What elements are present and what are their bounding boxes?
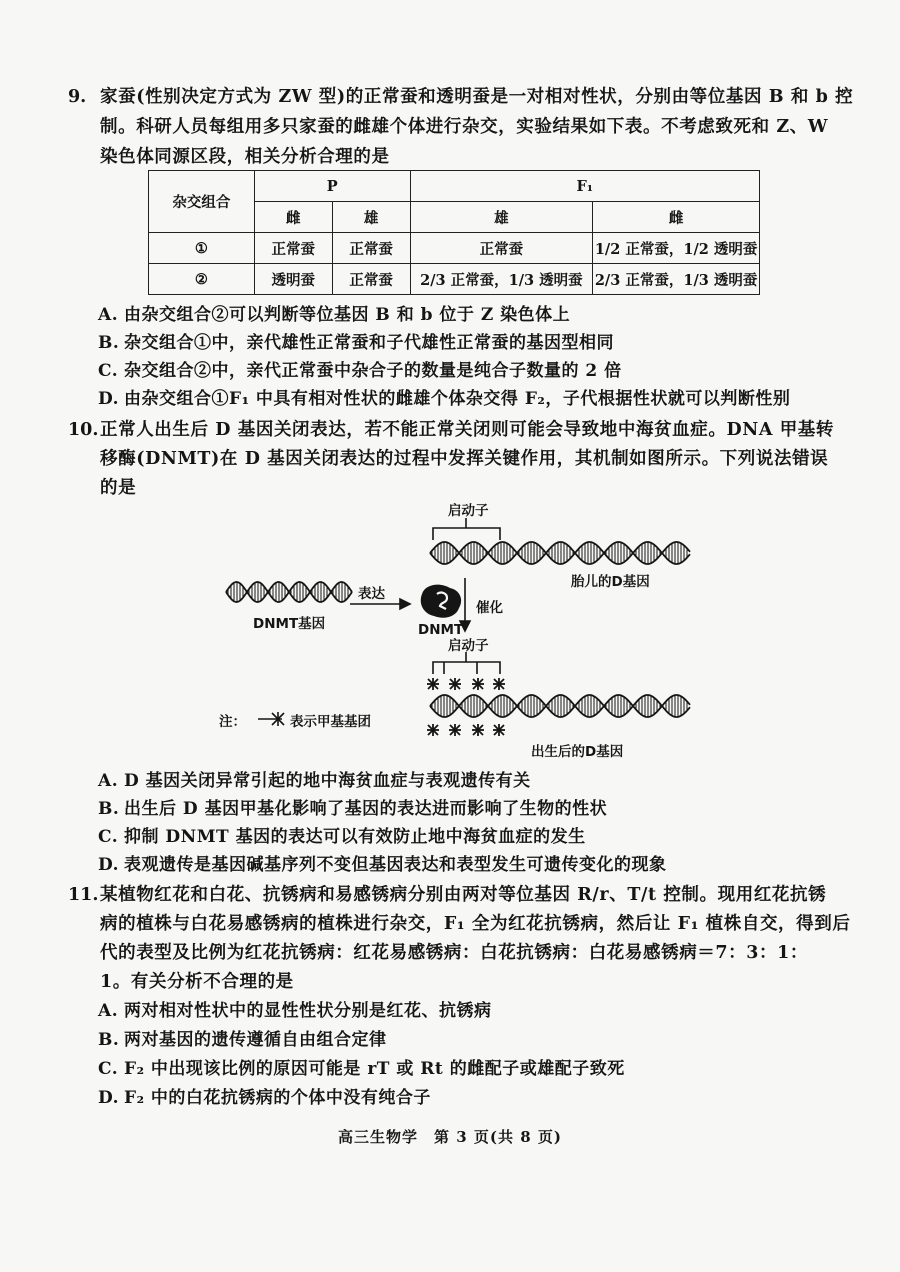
promoter-label-bottom: 启动子 — [448, 638, 489, 654]
option-letter: B. — [98, 1030, 120, 1050]
option-letter: D. — [98, 1088, 120, 1108]
dnmt-gene-helix — [226, 582, 352, 602]
option-text: 两对相对性状中的显性性状分别是红花、抗锈病 — [124, 1001, 492, 1021]
question-9-stem-line-1: 家蚕(性别决定方式为 ZW 型)的正常蚕和透明蚕是一对相对性状，分别由等位基因 B 和 b 控 — [100, 87, 854, 107]
dnmt-label: DNMT — [418, 622, 464, 638]
table-head-p: P — [254, 171, 410, 202]
q10-option-a[interactable] — [98, 770, 531, 792]
table-cell: 正常蚕 — [332, 233, 410, 264]
table-cell: ② — [149, 264, 255, 295]
fetal-d-gene-helix — [430, 542, 690, 564]
table-sub-p-male: 雄 — [332, 202, 410, 233]
postnatal-d-gene-label: 出生后的D基因 — [531, 744, 624, 760]
methyl-group-markers — [427, 678, 505, 736]
table-head-f1: F₁ — [410, 171, 759, 202]
option-text: 表观遗传是基因碱基序列不变但基因表达和表型发生可遗传变化的现象 — [124, 855, 667, 875]
question-9-number: 9. — [68, 87, 87, 107]
question-11-stem-line-3: 代的表型及比例为红花抗锈病：红花易感锈病：白花抗锈病：白花易感锈病＝7：3：1： — [100, 943, 809, 963]
q11-option-c[interactable] — [98, 1058, 625, 1080]
methyl-group-icon — [493, 678, 505, 690]
note-label: 注： — [219, 714, 246, 730]
page-footer: 高三生物学 第 3 页(共 8 页) — [338, 1128, 562, 1146]
table-sub-f1-male: 雄 — [410, 202, 593, 233]
table-sub-p-female: 雌 — [254, 202, 332, 233]
option-letter: D. — [98, 855, 120, 875]
methyl-group-icon — [427, 724, 439, 736]
q10-option-d[interactable] — [98, 854, 667, 876]
option-text: F₂ 中出现该比例的原因可能是 rT 或 Rt 的雌配子或雄配子致死 — [124, 1059, 625, 1079]
option-letter: C. — [98, 361, 119, 381]
option-letter: B. — [98, 333, 120, 353]
catalysis-label: 催化 — [476, 600, 503, 616]
option-text: 两对基因的遗传遵循自由组合定律 — [124, 1030, 387, 1050]
option-letter: C. — [98, 827, 119, 847]
question-11-number: 11. — [68, 885, 99, 905]
option-text: 由杂交组合②可以判断等位基因 B 和 b 位于 Z 染色体上 — [124, 305, 571, 325]
option-text: 出生后 D 基因甲基化影响了基因的表达进而影响了生物的性状 — [124, 799, 608, 819]
expression-label: 表达 — [358, 586, 385, 602]
question-9-stem-line-3: 染色体同源区段，相关分析合理的是 — [100, 147, 390, 167]
fetal-d-gene-label: 胎儿的D基因 — [571, 574, 650, 590]
table-cell: 透明蚕 — [254, 264, 332, 295]
methyl-group-icon — [472, 724, 484, 736]
table-cell: 正常蚕 — [410, 233, 593, 264]
table-cell: 正常蚕 — [254, 233, 332, 264]
dnmt-gene-label: DNMT基因 — [253, 616, 326, 632]
methyl-group-icon — [427, 678, 439, 690]
option-text: 杂交组合①中，亲代雄性正常蚕和子代雄性正常蚕的基因型相同 — [124, 333, 614, 353]
option-text: 抑制 DNMT 基因的表达可以有效防止地中海贫血症的发生 — [124, 827, 586, 847]
option-letter: B. — [98, 799, 120, 819]
methyl-group-icon — [493, 724, 505, 736]
promoter-bracket-top — [433, 518, 500, 540]
question-10-stem-line-2: 移酶(DNMT)在 D 基因关闭表达的过程中发挥关键作用，其机制如图所示。下列说法错误 — [100, 449, 829, 469]
table-cell: 1/2 正常蚕，1/2 透明蚕 — [593, 233, 760, 264]
option-text: D 基因关闭异常引起的地中海贫血症与表观遗传有关 — [124, 771, 531, 791]
methyl-group-icon — [449, 678, 461, 690]
option-letter: A. — [98, 1001, 119, 1021]
option-letter: A. — [98, 771, 119, 791]
note-text: 表示甲基基团 — [290, 714, 371, 730]
question-11-stem-line-4: 1。有关分析不合理的是 — [100, 972, 294, 992]
dnmt-enzyme-icon — [421, 585, 461, 618]
table-cell: 正常蚕 — [332, 264, 410, 295]
question-10-stem-line-1: 正常人出生后 D 基因关闭表达，若不能正常关闭则可能会导致地中海贫血症。DNA 甲基转 — [100, 420, 834, 440]
option-letter: C. — [98, 1059, 119, 1079]
table-cell: 2/3 正常蚕，1/3 透明蚕 — [593, 264, 760, 295]
question-11-stem-line-2: 病的植株与白花易感锈病的植株进行杂交，F₁ 全为红花抗锈病，然后让 F₁ 植株自交，得到后 — [100, 914, 851, 934]
promoter-bracket-bottom — [433, 652, 500, 674]
table-head-combo: 杂交组合 — [149, 171, 255, 233]
question-9-stem-line-2: 制。科研人员每组用多只家蚕的雌雄个体进行杂交，实验结果如下表。不考虑致死和 Z、W — [100, 117, 829, 137]
q10-option-b[interactable] — [98, 798, 607, 820]
option-text: 由杂交组合①F₁ 中具有相对性状的雌雄个体杂交得 F₂，子代根据性状就可以判断性别 — [124, 389, 791, 409]
table-sub-f1-female: 雌 — [593, 202, 760, 233]
q10-option-c[interactable] — [98, 826, 586, 848]
option-text: 杂交组合②中，亲代正常蚕中杂合子的数量是纯合子数量的 2 倍 — [124, 361, 622, 381]
methyl-group-icon — [472, 678, 484, 690]
table-cell: ① — [149, 233, 255, 264]
q11-option-b[interactable] — [98, 1029, 387, 1051]
q11-option-a[interactable] — [98, 1000, 492, 1022]
question-11-stem-line-1: 某植物红花和白花、抗锈病和易感锈病分别由两对等位基因 R/r、T/t 控制。现用红花抗锈 — [100, 885, 827, 905]
promoter-label-top: 启动子 — [448, 503, 489, 519]
q11-option-d[interactable] — [98, 1087, 431, 1109]
table-cell: 2/3 正常蚕，1/3 透明蚕 — [410, 264, 593, 295]
option-letter: D. — [98, 389, 120, 409]
question-10-stem-line-3: 的是 — [100, 478, 137, 498]
option-text: F₂ 中的白花抗锈病的个体中没有纯合子 — [124, 1088, 431, 1108]
methyl-group-icon — [449, 724, 461, 736]
postnatal-d-gene-helix — [430, 695, 690, 717]
option-letter: A. — [98, 305, 119, 325]
question-10-number: 10. — [68, 420, 99, 440]
methyl-legend-symbol — [258, 712, 284, 726]
